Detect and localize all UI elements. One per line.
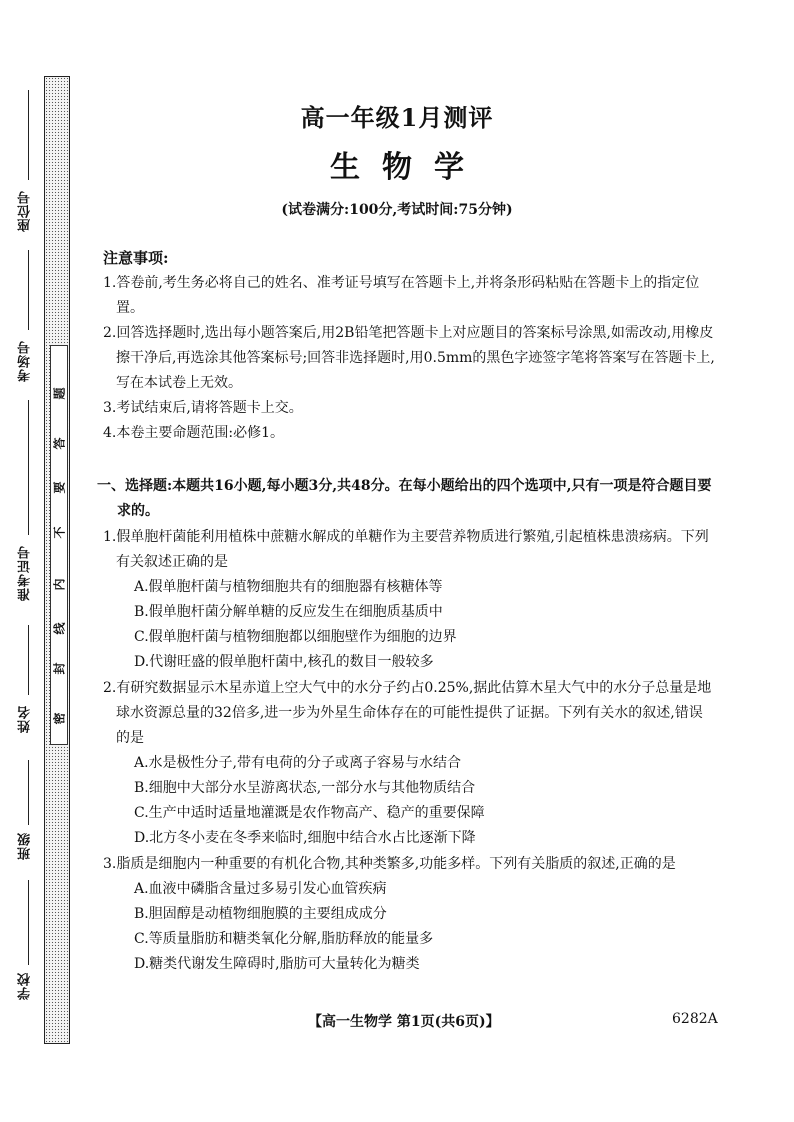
ticket-line[interactable] bbox=[28, 400, 29, 535]
class-label: 班级 bbox=[18, 832, 33, 860]
option-b: B.假单胞杆菌分解单糖的反应发生在细胞质基质中 bbox=[134, 604, 443, 620]
option-b: B.细胞中大部分水呈游离状态,一部分水与其他物质结合 bbox=[134, 780, 476, 796]
seal-char: 答 bbox=[52, 437, 67, 450]
notice-item: 3.考试结束后,请将答题卡上交。 bbox=[103, 400, 303, 416]
option-a: A.水是极性分子,带有电荷的分子或离子容易与水结合 bbox=[134, 755, 462, 771]
name-label: 姓名 bbox=[18, 705, 33, 733]
notice-section bbox=[103, 246, 715, 446]
question-stem: 1.假单胞杆菌能利用植株中蔗糖水解成的单糖作为主要营养物质进行繁殖,引起植株患溃疡病。下列有关叙述正确的是 bbox=[103, 529, 709, 570]
exam-room-line[interactable] bbox=[28, 250, 29, 330]
seal-char: 要 bbox=[52, 481, 67, 494]
seal-char: 题 bbox=[52, 387, 67, 400]
school-line[interactable] bbox=[28, 880, 29, 965]
exam-title: 高一年级1月测评 bbox=[300, 103, 494, 132]
question-stem: 2.有研究数据显示木星赤道上空大气中的水分子约占0.25%,据此估算木星大气中的水分子总量是地球水资源总量的32倍多,进一步为外星生命体存在的可能性提供了证据。下列有关水的叙述,错误的是 bbox=[103, 680, 712, 746]
seal-char: 线 bbox=[52, 622, 67, 635]
notice-item: 1.答卷前,考生务必将自己的姓名、准考证号填写在答题卡上,并将条形码粘贴在答题卡上的指定位置。 bbox=[103, 275, 700, 316]
question-section bbox=[97, 474, 715, 977]
name-line[interactable] bbox=[28, 625, 29, 695]
notice-item: 2.回答选择题时,选出每小题答案后,用2B铅笔把答题卡上对应题目的答案标号涂黑,如需改动,用橡皮擦干净后,再选涂其他答案标号;回答非选择题时,用0.5mm的黑色字迹签字笔将答案写在答题卡上,写在本试卷上无效。 bbox=[103, 325, 715, 391]
class-line[interactable] bbox=[28, 760, 29, 825]
ticket-label: 准考证号 bbox=[18, 545, 33, 601]
exam-room-label: 考场号 bbox=[18, 340, 33, 382]
exam-info: (试卷满分:100分,考试时间:75分钟) bbox=[281, 202, 513, 218]
section-heading: 一、选择题:本题共16小题,每小题3分,共48分。在每小题给出的四个选项中,只有一项是符合题目要求的。 bbox=[97, 478, 712, 519]
question-stem: 3.脂质是细胞内一种重要的有机化合物,其种类繁多,功能多样。下列有关脂质的叙述,正确的是 bbox=[103, 856, 676, 872]
option-a: A.假单胞杆菌与植物细胞共有的细胞器有核糖体等 bbox=[134, 579, 443, 595]
seal-line-box bbox=[50, 345, 68, 745]
notice-heading: 注意事项: bbox=[103, 249, 169, 267]
notice-item: 4.本卷主要命题范围:必修1。 bbox=[103, 425, 284, 441]
seal-char: 不 bbox=[52, 526, 67, 539]
option-d: D.糖类代谢发生障碍时,脂肪可大量转化为糖类 bbox=[134, 956, 420, 972]
option-c: C.等质量脂肪和糖类氧化分解,脂肪释放的能量多 bbox=[134, 931, 434, 947]
footer-code: 6282A bbox=[672, 1011, 718, 1027]
option-b: B.胆固醇是动植物细胞膜的主要组成成分 bbox=[134, 906, 387, 922]
option-c: C.生产中适时适量地灌溉是农作物高产、稳产的重要保障 bbox=[134, 805, 485, 821]
footer-page-info: 【高一生物学 第1页(共6页)】 bbox=[308, 1014, 500, 1030]
seal-char: 内 bbox=[52, 578, 67, 591]
option-c: C.假单胞杆菌与植物细胞都以细胞壁作为细胞的边界 bbox=[134, 629, 457, 645]
subject-title: 生物学 bbox=[330, 150, 486, 185]
seal-char: 封 bbox=[52, 662, 67, 675]
seal-char: 密 bbox=[52, 712, 67, 725]
seat-label: 座位号 bbox=[18, 190, 33, 232]
option-d: D.代谢旺盛的假单胞杆菌中,核孔的数目一般较多 bbox=[134, 654, 434, 670]
option-d: D.北方冬小麦在冬季来临时,细胞中结合水占比逐渐下降 bbox=[134, 830, 476, 846]
school-label: 学校 bbox=[18, 972, 33, 1000]
option-a: A.血液中磷脂含量过多易引发心血管疾病 bbox=[134, 881, 387, 897]
